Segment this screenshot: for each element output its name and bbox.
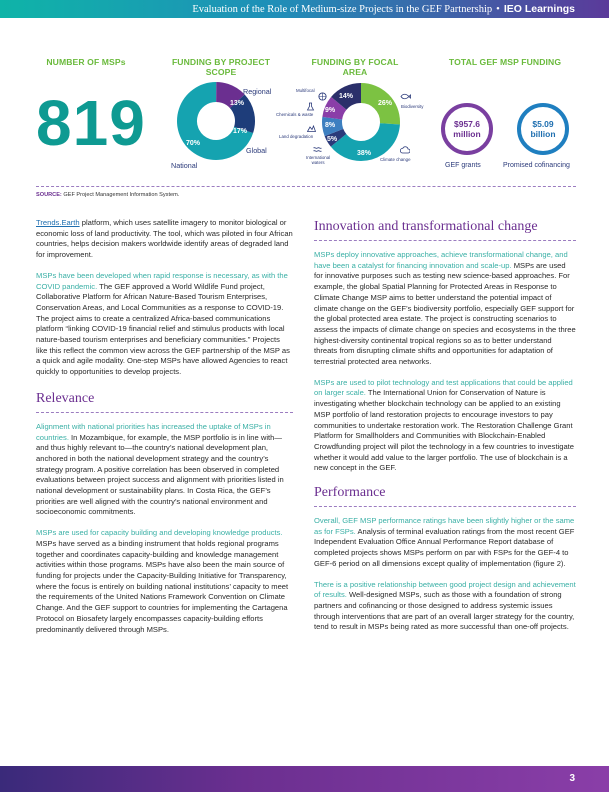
focal-label-climate: Climate change xyxy=(380,157,411,162)
number-of-msps-heading: NUMBER OF MSPs xyxy=(46,57,126,67)
page-number: 3 xyxy=(569,773,575,784)
right-column xyxy=(314,218,576,643)
scope-label-regional: Regional xyxy=(243,87,272,96)
scope-heading: FUNDING BY PROJECT SCOPE xyxy=(171,57,271,77)
biodiversity-icon xyxy=(400,92,411,101)
focal-heading: FUNDING BY FOCAL AREA xyxy=(311,57,399,77)
climate-change-icon xyxy=(400,146,410,154)
innovation-heading-wrap xyxy=(314,218,576,241)
source-label: SOURCE: xyxy=(36,192,62,198)
left-p2-highlight: MSPs have been developed when rapid response is necessary, as with the COVID pandemic. xyxy=(36,270,288,291)
focal-label-international-line1: International xyxy=(306,155,331,160)
right-p1-highlight: MSPs deploy innovative approaches, achieve transformational change, and have been a catalyst for financing innovation and scale-up. xyxy=(314,250,568,270)
left-p2-text: The GEF approved a World Wildlife Fund project, Collaborative Platform for African Nature-Based Tourism Enterprises, Conservation Areas, and Local Communities as a response to COVID-19. The project aims to create a centralized Africa-based communications platform “linking COVID-19 financial relief and stimulus products with local nature-based tourism enterprises and beneficiary communities.” Projects like this reflect the common view across the GEF partnership of the MSP as a quick and agile modality. One-step MSPs have allowed Agencies to react quickly to opportunities to develop projects. xyxy=(36,281,290,377)
scope-pct-national: 70% xyxy=(186,140,201,147)
right-p3-highlight: Overall, GEF MSP performance ratings have been slightly higher or the same as for FSPs. xyxy=(314,516,575,536)
focal-label-international-line2: waters xyxy=(311,160,325,165)
focal-label-international xyxy=(306,155,330,165)
focal-label-biodiversity: Biodiversity xyxy=(401,104,424,109)
left-p4-text: MSPs have served as a binding instrument that holds regional programs together and coordinates capacity-building and knowledge management activities within those programs. MSPs have also been the main source of funding for projects under the Capacity-Building Initiative for Transparency, where the focus is entirely on building national institutions’ capacity to meet the requirements of the United Nations Framework Convention on Climate Change. And the GEF support to countries for implementing the Cartagena Protocol on Biosafety largely encompasses capacity-building efforts predominantly delivered through MSPs. xyxy=(36,538,289,634)
total-funding-heading: TOTAL GEF MSP FUNDING xyxy=(448,57,562,67)
grants-amount: $957.6 xyxy=(454,119,480,129)
header-title-line xyxy=(192,3,575,15)
report-title: Evaluation of the Role of Medium-size Projects in the GEF Partnership xyxy=(192,4,493,15)
performance-heading-wrap xyxy=(314,484,576,507)
international-waters-icon xyxy=(313,146,322,153)
cofinancing-unit: billion xyxy=(530,129,556,139)
relevance-heading-wrap xyxy=(36,390,293,413)
focal-label-land: Land degradation xyxy=(279,134,314,139)
left-p3-highlight: Alignment with national priorities has increased the uptake of MSPs in countries. xyxy=(36,421,271,442)
right-paragraph-4 xyxy=(314,580,576,634)
cofinancing-amount: $5.09 xyxy=(532,119,554,129)
right-p4-text: Well-designed MSPs, such as those with a foundation of strong partners and cofinancing or those designed to address systemic issues through interventions that are part of an overall larger strategy for the country, tend to result in MSPs being rated as more successful than one-off projects. xyxy=(314,590,575,632)
performance-heading: Performance xyxy=(314,485,386,501)
right-p2-text: The International Union for Conservation of Nature is investigating whether blockchain technology can be applied to an existing MSP portfolio of land restoration projects to encourage investors to pay communities to undertake restoration work. The Restoration Challenge Grant Platform for Smallholders and Communities with Blockchain-Enabled Crowdfunding project will pilot the technology in a few countries to investigate whether it would add value to the larger portfolio. The use of blockchain is a new concept in the GEF. xyxy=(314,388,575,473)
left-p3-text: In Mozambique, for example, the MSP portfolio is in line with—and thus highly relevant to—the country’s national development plan, anchored in both the national development strategy and the country’s strategy program. A positive correlation has been observed in completed evaluations between project success and alignment with priorities listed in national development or sustainability plans. In Costa Rica, the GEF’s priorities are well aligned with the country’s national environment and socioeconomic commitments. xyxy=(36,432,284,517)
grants-caption: GEF grants xyxy=(445,162,481,169)
focal-pct-multifocal: 14% xyxy=(339,93,354,100)
header-bar xyxy=(0,0,609,18)
multifocal-icon xyxy=(318,92,327,101)
right-paragraph-2 xyxy=(314,378,576,474)
scope-pct-global: 17% xyxy=(233,128,248,135)
land-degradation-icon xyxy=(307,124,316,132)
right-p1-text: MSPs are used for innovative purposes such as testing new science-based approaches. For example, the global Spatial Planning for Protected Areas in Response to Climate Change MSP aims to better understand the potential impact of climate change on the GEF’s biodiversity portfolio, especially GEF support for the global protected area estate. The project is constructing scenarios to assess the impacts of climate change on species and ecosystems in the three highest-diversity continental tropical regions so as to better understand threats from disrupting climate shifts and opportunities for adaptation of terrestrial protected area networks. xyxy=(314,260,576,367)
focal-pct-chemicals: 9% xyxy=(325,107,336,114)
focal-pct-biodiversity: 26% xyxy=(378,100,393,107)
grants-unit: million xyxy=(453,129,481,139)
header-separator: • xyxy=(496,4,500,15)
source-note xyxy=(36,192,179,198)
left-paragraph-1 xyxy=(36,218,293,261)
infographic-divider xyxy=(36,186,576,187)
header-brand: IEO Learnings xyxy=(503,3,575,15)
scope-label-global: Global xyxy=(246,146,267,155)
left-paragraph-4 xyxy=(36,528,293,635)
left-paragraph-3 xyxy=(36,422,293,518)
right-p2-highlight: MSPs are used to pilot technology and test applications that could be applied on larger scale. xyxy=(314,377,573,398)
focal-pct-land: 8% xyxy=(325,122,336,129)
footer-bar xyxy=(0,766,609,792)
relevance-heading: Relevance xyxy=(36,390,95,406)
cofinancing-circle xyxy=(517,103,569,155)
right-p4-highlight: There is a positive relationship between good project design and achievement of results. xyxy=(314,579,576,600)
innovation-heading: Innovation and transformational change xyxy=(314,219,538,234)
scope-label-national: National xyxy=(171,161,198,170)
focal-pct-climate: 38% xyxy=(357,150,372,157)
chemicals-icon xyxy=(306,102,315,111)
number-of-msps-value: 819 xyxy=(36,87,146,159)
cofinancing-caption: Promised cofinancing xyxy=(503,162,570,169)
left-p1-text: platform, which uses satellite imagery to monitor biological or economic loss of land productivity. The tool, which was piloted in four African countries, helps decision makers worldwide identify areas of degraded land for improvement. xyxy=(36,218,293,260)
focal-pct-international: 5% xyxy=(327,136,338,143)
grants-circle xyxy=(441,103,493,155)
source-text: GEF Project Management Information System. xyxy=(63,192,180,198)
focal-label-multifocal: Multifocal xyxy=(296,88,315,93)
right-paragraph-1 xyxy=(314,250,576,368)
trends-earth-link[interactable]: Trends.Earth xyxy=(36,218,80,227)
right-paragraph-3 xyxy=(314,516,576,570)
left-column xyxy=(36,218,293,645)
left-p4-highlight: MSPs are used for capacity building and developing knowledge products. xyxy=(36,528,283,538)
focal-label-chemicals: Chemicals & waste xyxy=(276,112,314,117)
scope-pct-regional: 13% xyxy=(230,100,245,107)
left-paragraph-2 xyxy=(36,271,293,378)
right-p3-text: Analysis of terminal evaluation ratings from the most recent GEF Independent Evaluation Office Annual Performance Report database of completed projects shows MSPs perform on par with FSPs for the GEF-4 to GEF-6 period on all dimensions except quality of implementation (figure 2). xyxy=(314,526,575,568)
